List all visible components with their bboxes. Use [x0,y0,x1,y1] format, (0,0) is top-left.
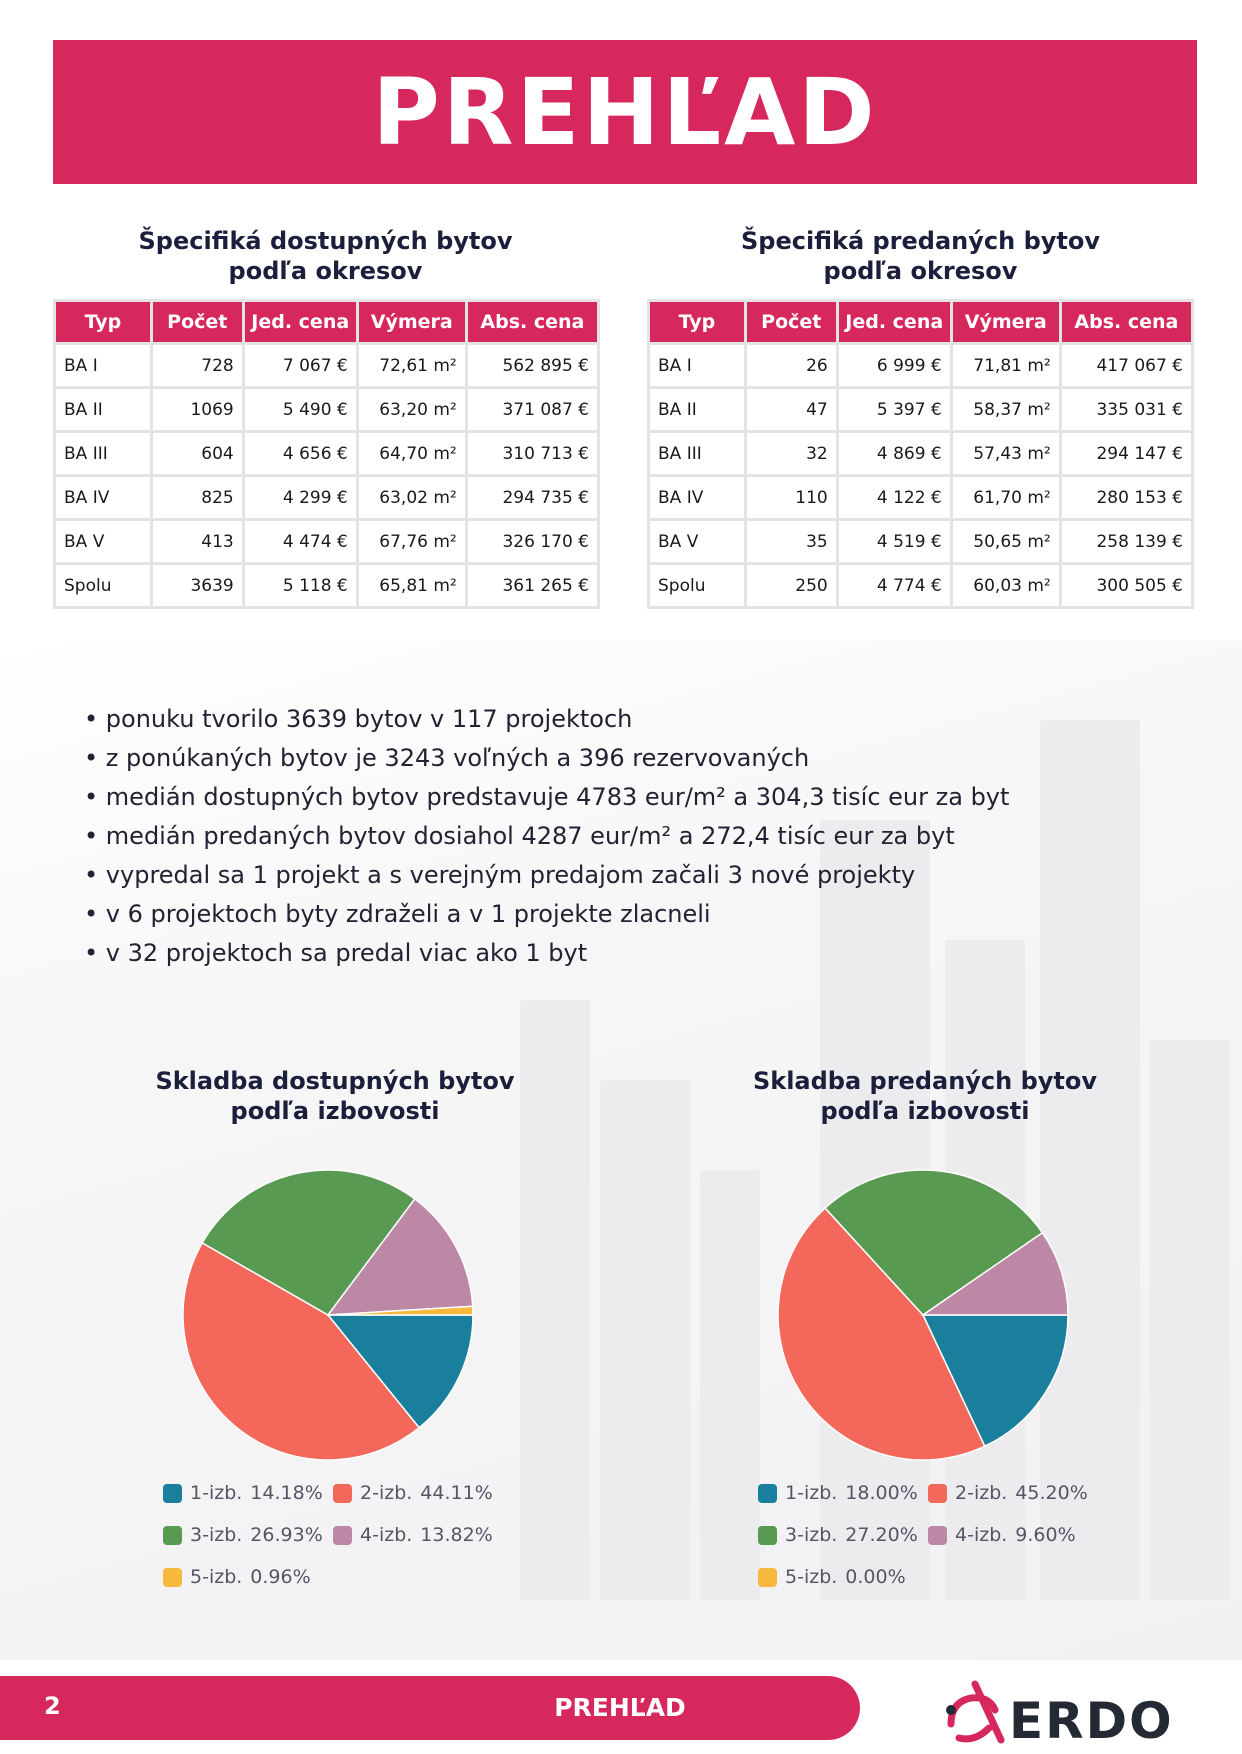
logo-wordmark: ERDO [1009,1692,1174,1750]
sold-pie-legend [758,1472,1098,1598]
table-cell: 4 122 € [839,477,950,518]
sold-table-title-line2: podľa okresov [823,257,1018,285]
table-cell: 258 139 € [1062,521,1191,562]
legend-value: 0.96% [250,1566,311,1588]
table-cell: 32 [747,433,836,474]
legend-item [163,1524,333,1546]
bullet-item: • vypredal sa 1 projekt a s verejným predajom začali 3 nové projekty [84,856,1164,895]
legend-swatch [333,1484,352,1503]
legend-swatch [758,1526,777,1545]
column-header: Jed. cena [839,302,950,342]
available-apartments-table [53,299,600,609]
table-cell: Spolu [56,565,150,606]
table-cell: 5 397 € [839,389,950,430]
table-cell: 65,81 m² [359,565,465,606]
legend-item [333,1524,503,1546]
table-cell: 335 031 € [1062,389,1191,430]
table-cell: 294 735 € [468,477,597,518]
table-cell: 604 [153,433,242,474]
table-cell: 57,43 m² [953,433,1059,474]
bullet-item: • ponuku tvorilo 3639 bytov v 117 projektoch [84,700,1164,739]
table-cell: 35 [747,521,836,562]
table-cell: 371 087 € [468,389,597,430]
sold-table-title [648,226,1193,286]
table-row [56,477,597,518]
legend-row [758,1472,1098,1514]
legend-value: 45.20% [1015,1482,1088,1504]
legend-row [758,1556,1098,1598]
legend-label: 1-izb. [785,1482,838,1504]
table-cell: 562 895 € [468,345,597,386]
table-cell: 7 067 € [245,345,356,386]
column-header: Typ [56,302,150,342]
sold-pie-chart [778,1170,1068,1460]
table-cell: 58,37 m² [953,389,1059,430]
table-cell: 4 869 € [839,433,950,474]
sold-pie-title-line2: podľa izbovosti [820,1097,1030,1125]
table-cell: 63,20 m² [359,389,465,430]
table-cell: 361 265 € [468,565,597,606]
sold-pie-title-line1: Skladba predaných bytov [752,1067,1098,1095]
bullet-item: • medián predaných bytov dosiahol 4287 eur/m² a 272,4 tisíc eur za byt [84,817,1164,856]
table-cell: 250 [747,565,836,606]
legend-value: 18.00% [845,1482,918,1504]
table-cell: 294 147 € [1062,433,1191,474]
legend-value: 26.93% [250,1524,323,1546]
erdo-logo-icon [945,1680,1007,1746]
table-cell: 3639 [153,565,242,606]
column-header: Počet [747,302,836,342]
legend-swatch [928,1526,947,1545]
table-cell: 4 299 € [245,477,356,518]
table-row [650,345,1191,386]
legend-label: 2-izb. [360,1482,413,1504]
table-cell: BA IV [650,477,744,518]
column-header: Abs. cena [1062,302,1191,342]
table-cell: 63,02 m² [359,477,465,518]
table-cell: 310 713 € [468,433,597,474]
legend-value: 27.20% [845,1524,918,1546]
table-row [650,477,1191,518]
column-header: Počet [153,302,242,342]
table-cell: 1069 [153,389,242,430]
footer-bar [0,1676,860,1740]
footer-section-label: PREHĽAD [554,1693,686,1722]
legend-item [163,1482,333,1504]
legend-label: 3-izb. [190,1524,243,1546]
legend-item [928,1524,1098,1546]
table-cell: 326 170 € [468,521,597,562]
legend-label: 4-izb. [955,1524,1008,1546]
summary-bullet-list [84,700,1164,973]
table-cell: 5 490 € [245,389,356,430]
table-cell: BA I [56,345,150,386]
table-cell: 67,76 m² [359,521,465,562]
table-cell: 6 999 € [839,345,950,386]
legend-label: 5-izb. [785,1566,838,1588]
legend-swatch [333,1526,352,1545]
sold-pie-title [710,1066,1140,1126]
table-cell: 5 118 € [245,565,356,606]
available-table-title [53,226,598,286]
legend-swatch [163,1568,182,1587]
table-cell: Spolu [650,565,744,606]
legend-label: 3-izb. [785,1524,838,1546]
column-header: Výmera [359,302,465,342]
table-row [56,565,597,606]
table-cell: 4 774 € [839,565,950,606]
legend-item [333,1482,503,1504]
legend-item [163,1566,333,1588]
table-cell: BA II [56,389,150,430]
table-cell: 4 519 € [839,521,950,562]
column-header: Výmera [953,302,1059,342]
legend-swatch [163,1484,182,1503]
column-header: Jed. cena [245,302,356,342]
table-cell: 64,70 m² [359,433,465,474]
bullet-item: • v 32 projektoch sa predal viac ako 1 byt [84,934,1164,973]
bullet-item: • v 6 projektoch byty zdraželi a v 1 projekte zlacneli [84,895,1164,934]
legend-value: 9.60% [1015,1524,1076,1546]
table-cell: 4 474 € [245,521,356,562]
table-cell: 50,65 m² [953,521,1059,562]
table-cell: 728 [153,345,242,386]
legend-row [163,1556,503,1598]
legend-swatch [163,1526,182,1545]
table-cell: 60,03 m² [953,565,1059,606]
table-cell: BA V [650,521,744,562]
legend-row [163,1514,503,1556]
table-cell: 4 656 € [245,433,356,474]
table-cell: BA IV [56,477,150,518]
table-cell: 61,70 m² [953,477,1059,518]
table-cell: 72,61 m² [359,345,465,386]
table-cell: 110 [747,477,836,518]
table-row [650,389,1191,430]
available-pie-title-line2: podľa izbovosti [230,1097,440,1125]
table-row [56,521,597,562]
column-header: Typ [650,302,744,342]
legend-value: 13.82% [420,1524,493,1546]
table-cell: 47 [747,389,836,430]
table-cell: 26 [747,345,836,386]
column-header: Abs. cena [468,302,597,342]
table-row [650,433,1191,474]
bullet-item: • z ponúkaných bytov je 3243 voľných a 396 rezervovaných [84,739,1164,778]
legend-label: 5-izb. [190,1566,243,1588]
legend-swatch [928,1484,947,1503]
header-banner [53,40,1197,184]
page-title: PREHĽAD [372,58,878,166]
available-pie-title [120,1066,550,1126]
available-table-title-line1: Špecifiká dostupných bytov [138,227,513,255]
sold-table-title-line1: Špecifiká predaných bytov [741,227,1100,255]
table-cell: 417 067 € [1062,345,1191,386]
legend-swatch [758,1568,777,1587]
page-number: 2 [44,1692,61,1720]
legend-item [758,1482,928,1504]
legend-item [758,1524,928,1546]
sold-apartments-table [647,299,1194,609]
legend-value: 44.11% [420,1482,493,1504]
bullet-item: • medián dostupných bytov predstavuje 4783 eur/m² a 304,3 tisíc eur za byt [84,778,1164,817]
available-pie-chart [183,1170,473,1460]
available-table-title-line2: podľa okresov [228,257,423,285]
legend-swatch [758,1484,777,1503]
table-row [650,521,1191,562]
table-row [56,389,597,430]
table-cell: BA III [56,433,150,474]
table-cell: 413 [153,521,242,562]
legend-value: 0.00% [845,1566,906,1588]
legend-label: 1-izb. [190,1482,243,1504]
table-row [650,565,1191,606]
legend-value: 14.18% [250,1482,323,1504]
table-row [56,345,597,386]
legend-label: 2-izb. [955,1482,1008,1504]
available-pie-legend [163,1472,503,1598]
table-cell: BA I [650,345,744,386]
table-cell: BA V [56,521,150,562]
table-row [56,433,597,474]
legend-label: 4-izb. [360,1524,413,1546]
legend-item [758,1566,928,1588]
table-cell: 280 153 € [1062,477,1191,518]
table-cell: BA III [650,433,744,474]
legend-item [928,1482,1098,1504]
table-cell: BA II [650,389,744,430]
erdo-logo [945,1676,1175,1750]
available-pie-title-line1: Skladba dostupných bytov [155,1067,515,1095]
table-cell: 300 505 € [1062,565,1191,606]
table-cell: 71,81 m² [953,345,1059,386]
table-cell: 825 [153,477,242,518]
legend-row [758,1514,1098,1556]
legend-row [163,1472,503,1514]
